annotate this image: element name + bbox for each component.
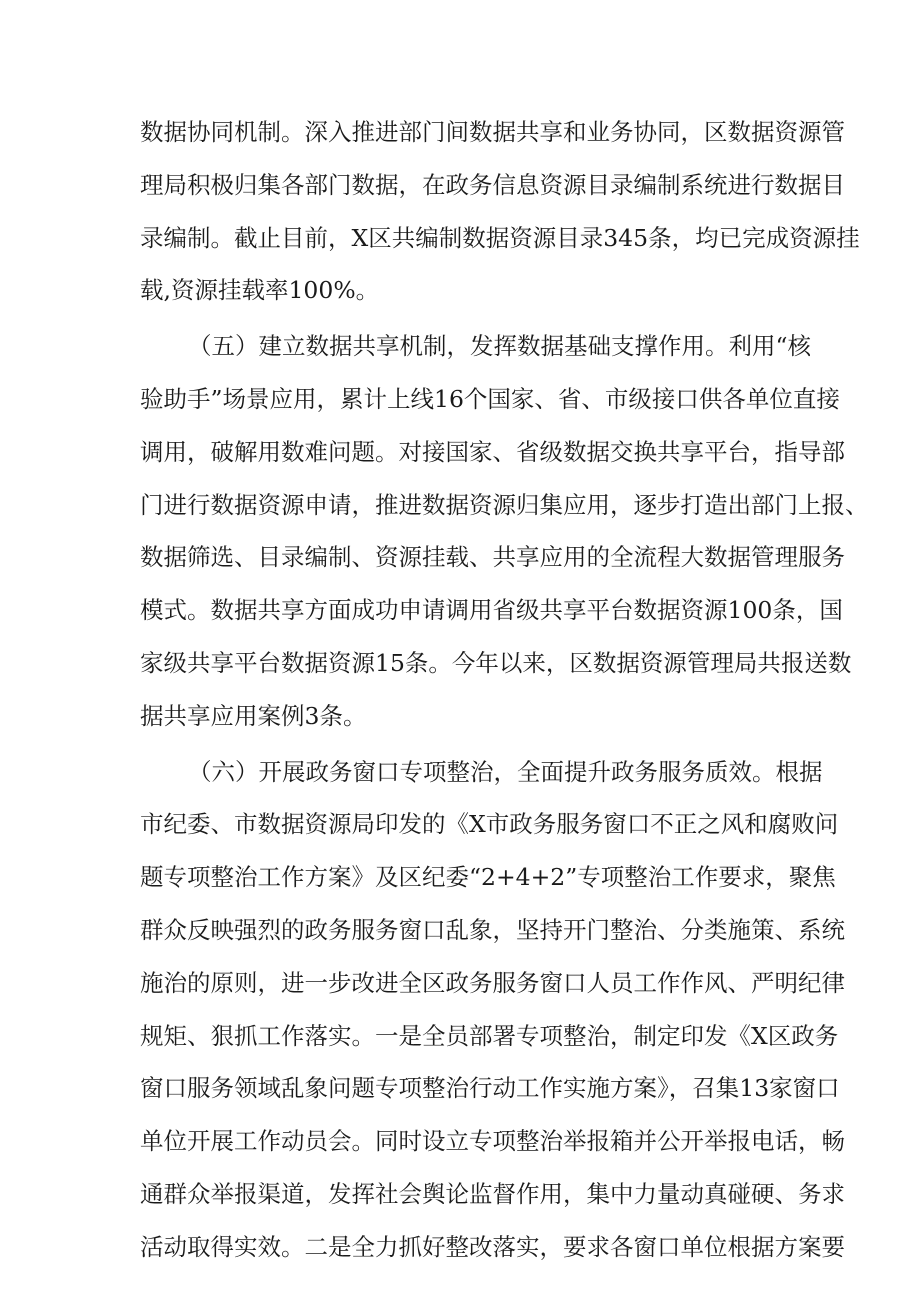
text-line: 理局积极归集各部门数据，在政务信息资源目录编制系统进行数据目: [140, 170, 845, 199]
text-line: 载,资源挂载率100%。: [140, 276, 380, 305]
text-line: 门进行数据资源申请，推进数据资源归集应用，逐步打造出部门上报、: [140, 490, 869, 519]
paragraph-data-collaboration: [140, 106, 860, 317]
text-line: 规矩、狠抓工作落实。一是全员部署专项整治，制定印发《X区政务: [140, 1021, 839, 1050]
text-line: （五）建立数据共享机制，发挥数据基础支撑作用。利用“核: [188, 332, 812, 361]
text-line: 录编制。截止目前，X区共编制数据资源目录345条，均已完成资源挂: [140, 223, 860, 252]
text-line: 据共享应用案例3条。: [140, 701, 367, 730]
document-page: [140, 106, 869, 1274]
text-line: 群众反映强烈的政务服务窗口乱象，坚持开门整治、分类施策、系统: [140, 915, 845, 944]
text-line: 单位开展工作动员会。同时设立专项整治举报箱并公开举报电话，畅: [140, 1127, 845, 1156]
text-line: 通群众举报渠道，发挥社会舆论监督作用，集中力量动真碰硬、务求: [140, 1179, 845, 1208]
text-line: 调用，破解用数难问题。对接国家、省级数据交换共享平台，指导部: [140, 437, 845, 466]
text-line: 窗口服务领域乱象问题专项整治行动工作实施方案》，召集13家窗口: [140, 1074, 840, 1103]
text-line: 模式。数据共享方面成功申请调用省级共享平台数据资源100条，国: [140, 596, 843, 625]
text-line: 数据协同机制。深入推进部门间数据共享和业务协同，区数据资源管: [140, 118, 845, 146]
text-line: （六）开展政务窗口专项整治，全面提升政务服务质效。根据: [188, 757, 823, 786]
text-line: 施治的原则，进一步改进全区政务服务窗口人员工作作风、严明纪律: [140, 968, 845, 997]
text-line: 数据筛选、目录编制、资源挂载、共享应用的全流程大数据管理服务: [140, 543, 845, 572]
text-line: 市纪委、市数据资源局印发的《X市政务服务窗口不正之风和腐败问: [140, 810, 839, 839]
text-line: 活动取得实效。二是全力抓好整改落实，要求各窗口单位根据方案要: [140, 1232, 845, 1261]
paragraph-window-rectification: [140, 746, 845, 1274]
paragraph-data-sharing: [140, 320, 869, 742]
text-line: 家级共享平台数据资源15条。今年以来，区数据资源管理局共报送数: [140, 648, 852, 677]
text-line: 验助手”场景应用，累计上线16个国家、省、市级接口供各单位直接: [140, 384, 840, 413]
text-line: 题专项整治工作方案》及区纪委“2+4+2”专项整治工作要求，聚焦: [140, 863, 836, 892]
